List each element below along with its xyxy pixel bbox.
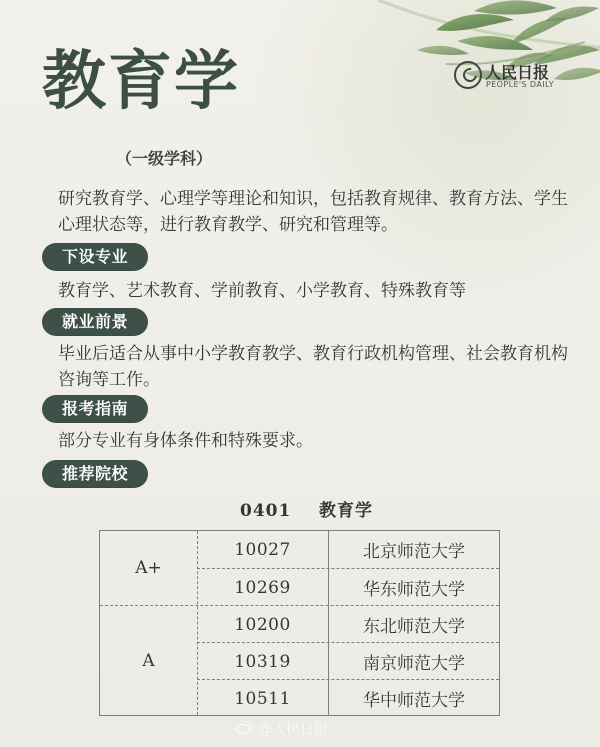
section-text-guide: 部分专业有身体条件和特殊要求。 [58,431,313,451]
school-code: 10200 [234,614,291,635]
grade-a-cell: A [142,651,155,671]
school-code: 10319 [234,651,291,672]
weibo-icon [235,722,253,736]
intro-text: 研究教育学、心理学等理论和知识，包括教育规律、教育方法、学生心理状态等，进行教育教学、研究和管理等。 [58,189,568,235]
grade-a-plus-cell: A+ [135,558,162,578]
table-row [100,605,499,642]
table-row [197,568,499,605]
school-name: 华中师范大学 [363,691,465,711]
section-text-career: 毕业后适合从事中小学教育教学、教育行政机构管理、社会教育机构咨询等工作。 [58,344,568,390]
school-name: 南京师范大学 [363,654,465,674]
school-name: 东北师范大学 [363,617,465,637]
page-title: 教育学 [42,44,240,119]
table-row [197,531,499,568]
section-pill-career: 就业前景 [42,308,148,336]
school-code: 10511 [234,688,291,709]
recommended-schools-table [99,530,500,716]
school-code: 10269 [234,577,291,598]
school-name: 华东师范大学 [363,580,465,600]
section-pill-guide: 报考指南 [42,395,148,423]
brand-logo [454,61,564,93]
section-text-majors: 教育学、艺术教育、学前教育、小学教育、特殊教育等 [58,281,466,301]
table-row [197,679,499,716]
weibo-watermark [235,719,328,739]
school-code: 10027 [234,539,291,560]
page-subtitle: （一级学科） [116,149,213,168]
table-caption: 0401 教育学 [240,501,373,521]
table-row [197,642,499,679]
section-pill-majors: 下设专业 [42,243,148,271]
school-name: 北京师范大学 [363,542,465,562]
people-daily-logo-icon [454,61,482,89]
watermark-text: @人民日报 [258,722,328,738]
section-pill-schools: 推荐院校 [42,460,148,488]
brand-name: 人民日报 [485,63,550,82]
brand-subtitle: PEOPLE'S DAILY [486,80,555,89]
